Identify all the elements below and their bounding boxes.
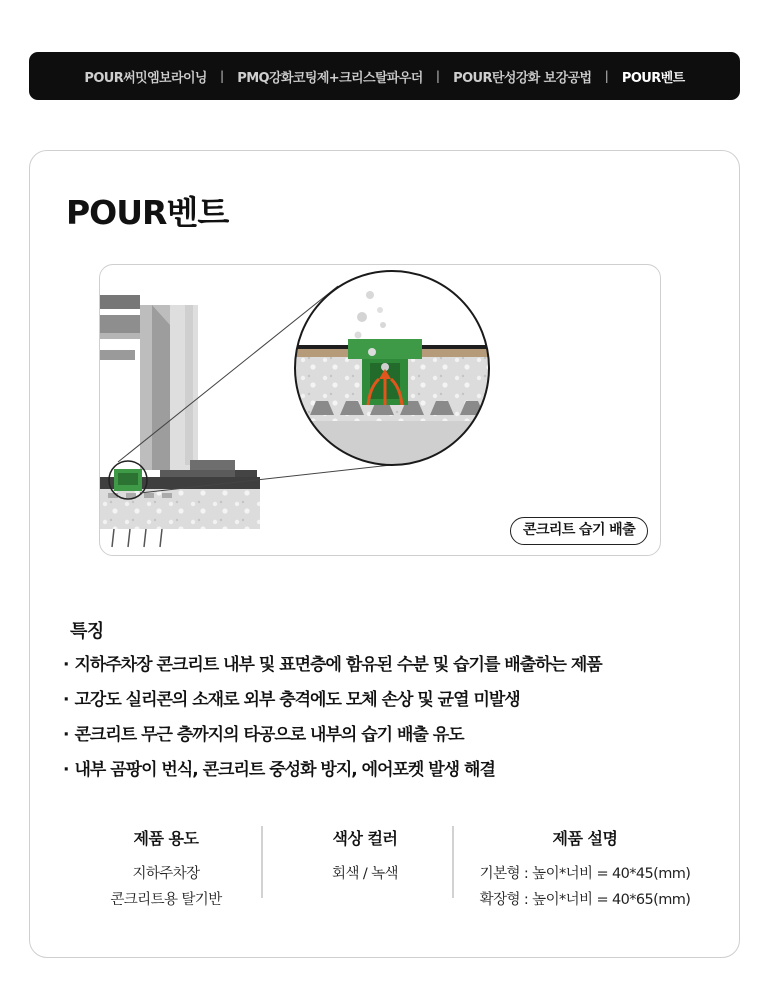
nav-item-elastic-reinforcement[interactable]: POUR탄성강화 보강공법 bbox=[453, 70, 592, 86]
spec-usage bbox=[66, 826, 266, 913]
features-heading: 특징 bbox=[70, 621, 104, 642]
bullet-dot: · bbox=[63, 690, 69, 710]
spec-usage-line: 지하주차장 bbox=[132, 866, 200, 882]
product-title: POUR벤트 bbox=[66, 193, 229, 232]
spec-description-line: 기본형 : 높이*너비 = 40*45(mm) bbox=[479, 866, 691, 882]
feature-item bbox=[63, 686, 602, 721]
spec-color bbox=[270, 826, 460, 887]
nav-separator: | bbox=[604, 69, 609, 83]
spec-description-line: 확장형 : 높이*너비 = 40*65(mm) bbox=[479, 892, 691, 908]
feature-text: 콘크리트 무근 층까지의 타공으로 내부의 습기 배출 유도 bbox=[74, 725, 464, 745]
image-caption-badge: 콘크리트 습기 배출 bbox=[510, 517, 648, 545]
spec-divider bbox=[452, 826, 454, 898]
zoom-detail bbox=[290, 265, 500, 475]
spec-divider bbox=[261, 826, 263, 898]
spec-color-heading: 색상 컬러 bbox=[332, 829, 398, 848]
building-structure bbox=[100, 295, 260, 547]
product-card bbox=[29, 150, 740, 958]
feature-text: 고강도 실리콘의 소재로 외부 충격에도 모체 손상 및 균열 미발생 bbox=[74, 690, 520, 710]
spec-usage-heading: 제품 용도 bbox=[133, 829, 199, 848]
spec-color-line: 회색 / 녹색 bbox=[332, 866, 398, 882]
nav-item-pour-vent[interactable]: POUR벤트 bbox=[621, 70, 685, 86]
feature-item bbox=[63, 721, 602, 756]
spec-usage-line: 콘크리트용 탈기반 bbox=[110, 892, 222, 908]
nav-separator: | bbox=[435, 69, 441, 83]
top-navigation bbox=[29, 52, 740, 100]
feature-item bbox=[63, 756, 602, 791]
spec-description bbox=[455, 826, 715, 913]
product-illustration bbox=[99, 264, 661, 556]
nav-item-summit-emboss-lining[interactable]: POUR써밋엠보라이닝 bbox=[84, 70, 207, 86]
feature-text: 내부 곰팡이 번식, 콘크리트 중성화 방지, 에어포켓 발생 해결 bbox=[74, 760, 495, 780]
feature-item bbox=[63, 651, 602, 686]
spec-table bbox=[30, 826, 741, 908]
vent-cross-section-diagram bbox=[100, 265, 661, 556]
bullet-dot: · bbox=[63, 725, 69, 745]
feature-text: 지하주차장 콘크리트 내부 및 표면층에 함유된 수분 및 습기를 배출하는 제품 bbox=[74, 655, 602, 675]
bullet-dot: · bbox=[63, 655, 69, 675]
spec-description-heading: 제품 설명 bbox=[552, 829, 618, 848]
nav-item-pmq-coating[interactable]: PMQ강화코팅제+크리스탈파우더 bbox=[237, 70, 423, 86]
nav-separator: | bbox=[219, 69, 225, 83]
features-list bbox=[63, 651, 602, 791]
bullet-dot: · bbox=[63, 760, 69, 780]
